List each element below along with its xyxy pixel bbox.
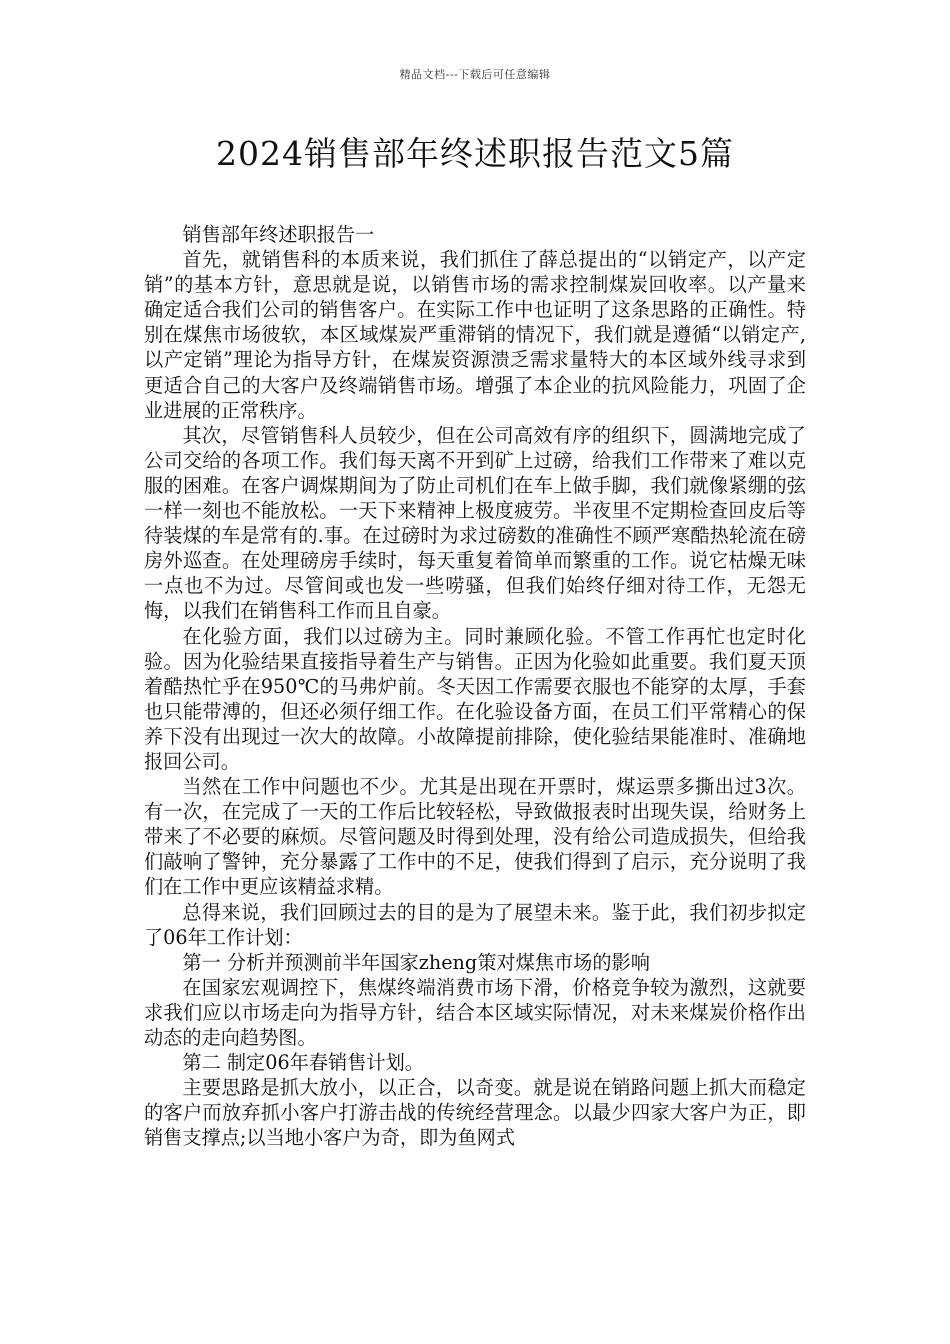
- paragraph: 总得来说，我们回顾过去的目的是为了展望未来。鉴于此，我们初步拟定了06年工作计划：: [144, 900, 806, 949]
- paragraph: 其次，尽管销售科人员较少，但在公司高效有序的组织下，圆满地完成了公司交给的各项工作。我们每天离不开到矿上过磅，给我们工作带来了难以克服的困难。在客户调煤期间为了防止司机们在车上做手脚，我们就像紧绷的弦一样一刻也不能放松。一天下来精神上极度疲劳。半夜里不定期检查回皮后等待装煤的车是常有的.事。在过磅时为求过磅数的准确性不顾严寒酷热轮流在磅房外巡查。在处理磅房手续时，每天重复着简单而繁重的工作。说它枯燥无味一点也不为过。尽管间或也发一些唠骚，但我们始终仔细对待工作，无怨无悔，以我们在销售科工作而且自豪。: [144, 423, 806, 623]
- document-title: 2024销售部年终述职报告范文5篇: [216, 134, 734, 173]
- plan-item-heading: 第一 分析并预测前半年国家zheng策对煤焦市场的影响: [182, 950, 650, 974]
- paragraph: 在国家宏观调控下，焦煤终端消费市场下滑，价格竞争较为激烈，这就要求我们应以市场走向为指导方针，结合本区域实际情况，对未来煤炭价格作出动态的走向趋势图。: [144, 975, 806, 1049]
- header-note: 精品文档---下载后可任意编辑: [399, 68, 551, 81]
- document-body: [144, 222, 806, 1150]
- section-heading: 销售部年终述职报告一: [182, 223, 375, 246]
- plan-item-heading: 第二 制定06年春销售计划。: [182, 1051, 424, 1075]
- paragraph: 主要思路是抓大放小，以正合，以奇变。就是说在销路问题上抓大而稳定的客户而放弃抓小客户打游击战的传统经营理念。以最少四家大客户为正，即销售支撑点;以当地小客户为奇，即为鱼网式: [144, 1076, 806, 1150]
- paragraph: 首先，就销售科的本质来说，我们抓住了薛总提出的“以销定产，以产定销”的基本方针，意思就是说，以销售市场的需求控制煤炭回收率。以产量来确定适合我们公司的销售客户。在实际工作中也证明了这条思路的正确性。特别在煤焦市场彼软，本区域煤炭严重滞销的情况下，我们就是遵循“以销定产,以产定销”理论为指导方针，在煤炭资源溃乏需求量特大的本区域外线寻求到更适合自己的大客户及终端销售市场。增强了本企业的抗风险能力，巩固了企业进展的正常秩序。: [144, 248, 806, 422]
- paragraph: 在化验方面，我们以过磅为主。同时兼顾化验。不管工作再忙也定时化验。因为化验结果直接指导着生产与销售。正因为化验如此重要。我们夏天顶着酷热忙乎在950℃的马弗炉前。冬天因工作需要衣服也不能穿的太厚，手套也只能带溥的，但还必须仔细工作。在化验设备方面，在员工们平常精心的保养下没有出现过一次大的故障。小故障提前排除，使化验结果能准时、准确地报回公司。: [144, 624, 806, 773]
- paragraph: 当然在工作中问题也不少。尤其是出现在开票时，煤运票多撕出过3次。有一次，在完成了一天的工作后比较轻松，导致做报表时出现失误，给财务上带来了不必要的麻烦。尽管问题及时得到处理，没有给公司造成损失，但给我们敲响了警钟，充分暴露了工作中的不足，使我们得到了启示，充分说明了我们在工作中更应该精益求精。: [144, 775, 806, 899]
